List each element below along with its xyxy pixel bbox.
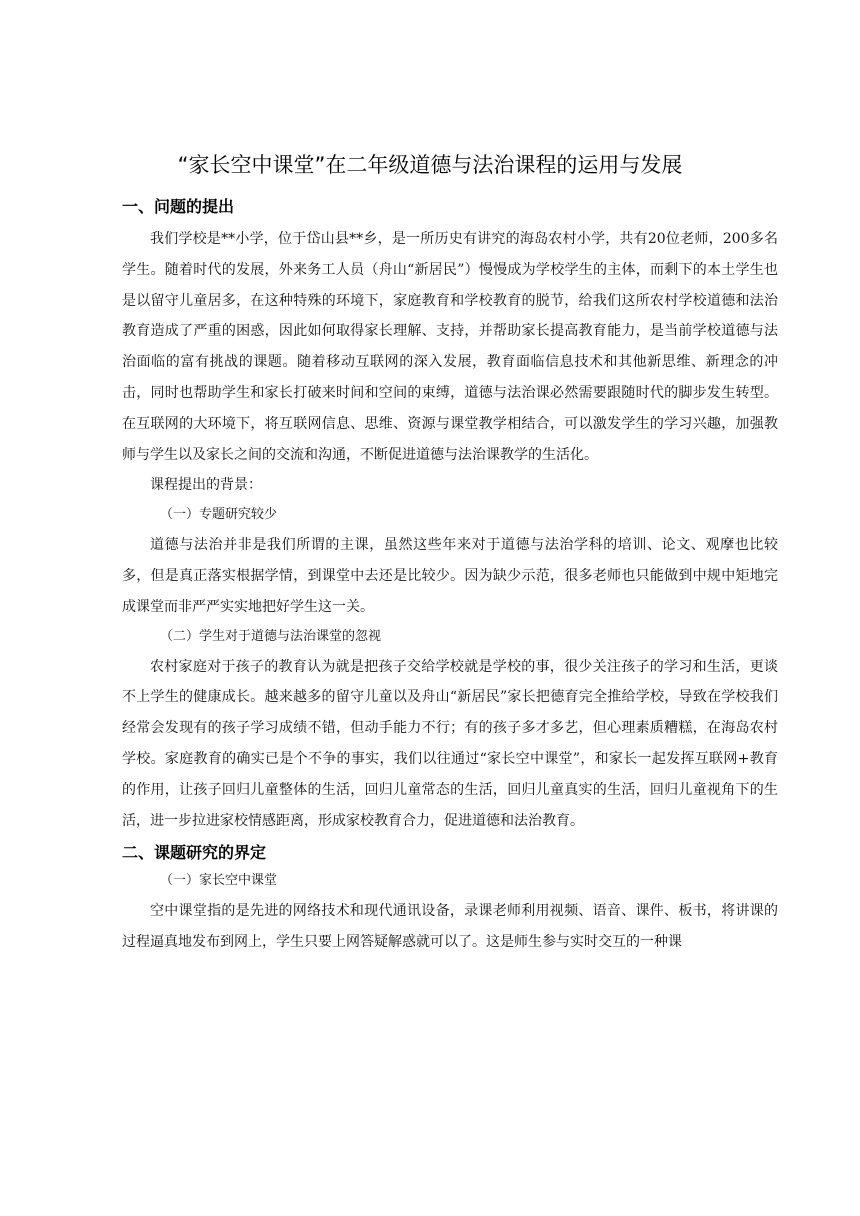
background-label: 课程提出的背景： [150,477,262,494]
document-title: “家长空中课堂”在二年级道德与法治课程的运用与发展 [177,153,683,177]
document-body [122,196,778,958]
subheading-1-2: （二）学生对于道德与法治课堂的忽视 [160,628,382,644]
subheading-1-1: （一）专题研究较少 [160,507,278,523]
section-heading-2: 二、课题研究的界定 [122,843,267,863]
section-heading-1: 一、问题的提出 [122,197,235,216]
subsection-1-2-paragraph: 农村家庭对于孩子的教育认为就是把孩子交给学校就是学校的事，很少关注孩子的学习和生活，更谈不上学生的健康成长。越来越多的留守儿童以及舟山“新居民”家长把德育完全推给学校，导致在学校我们经常会发现有的孩子学习成绩不错，但动手能力不行；有的孩子多才多艺，但心理素质糟糕，在海岛农村学校。家庭教育的确实已是个不争的事实，我们以往通过“家长空中课堂”，和家长一起发挥互联网+教育的作用，让孩子回归儿童整体的生活，回归儿童常态的生活，回归儿童真实的生活，回归儿童视角下的生活，进一步拉进家校情感距离，形成家校教育合力，促进道德和法治教育。 [122,658,778,829]
section-1-intro-paragraph: 我们学校是**小学，位于岱山县**乡，是一所历史有讲究的海岛农村小学，共有20位老师，200多名学生。随着时代的发展，外来务工人员（舟山“新居民”）慢慢成为学校学生的主体，而剩下的本土学生也是以留守儿童居多，在这种特殊的环境下，家庭教育和学校教育的脱节，给我们这所农村学校道德和法治教育造成了严重的困惑，因此如何取得家长理解、支持，并帮助家长提高教育能力，是当前学校道德与法治面临的富有挑战的课题。随着移动互联网的深入发展，教育面临信息技术和其他新思维、新理念的冲击，同时也帮助学生和家长打破来时间和空间的束缚，道德与法治课必然需要跟随时代的脚步发生转型。在互联网的大环境下，将互联网信息、思维、资源与课堂教学相结合，可以激发学生的学习兴趣，加强教师与学生以及家长之间的交流和沟通，不断促进道德与法治课教学的生活化。 [122,231,778,463]
subheading-2-1: （一）家长空中课堂 [160,873,278,889]
subsection-2-1-paragraph: 空中课堂指的是先进的网络技术和现代通讯设备，录课老师利用视频、语音、课件、板书，将讲课的过程逼真地发布到网上，学生只要上网答疑解惑就可以了。这是师生参与实时交互的一种课 [122,903,778,951]
subsection-1-1-paragraph: 道德与法治并非是我们所谓的主课，虽然这些年来对于道德与法治学科的培训、论文、观摩也比较多，但是真正落实根据学情，到课堂中去还是比较少。因为缺少示范，很多老师也只能做到中规中矩地完成课堂而非严严实实地把好学生这一关。 [122,537,778,615]
